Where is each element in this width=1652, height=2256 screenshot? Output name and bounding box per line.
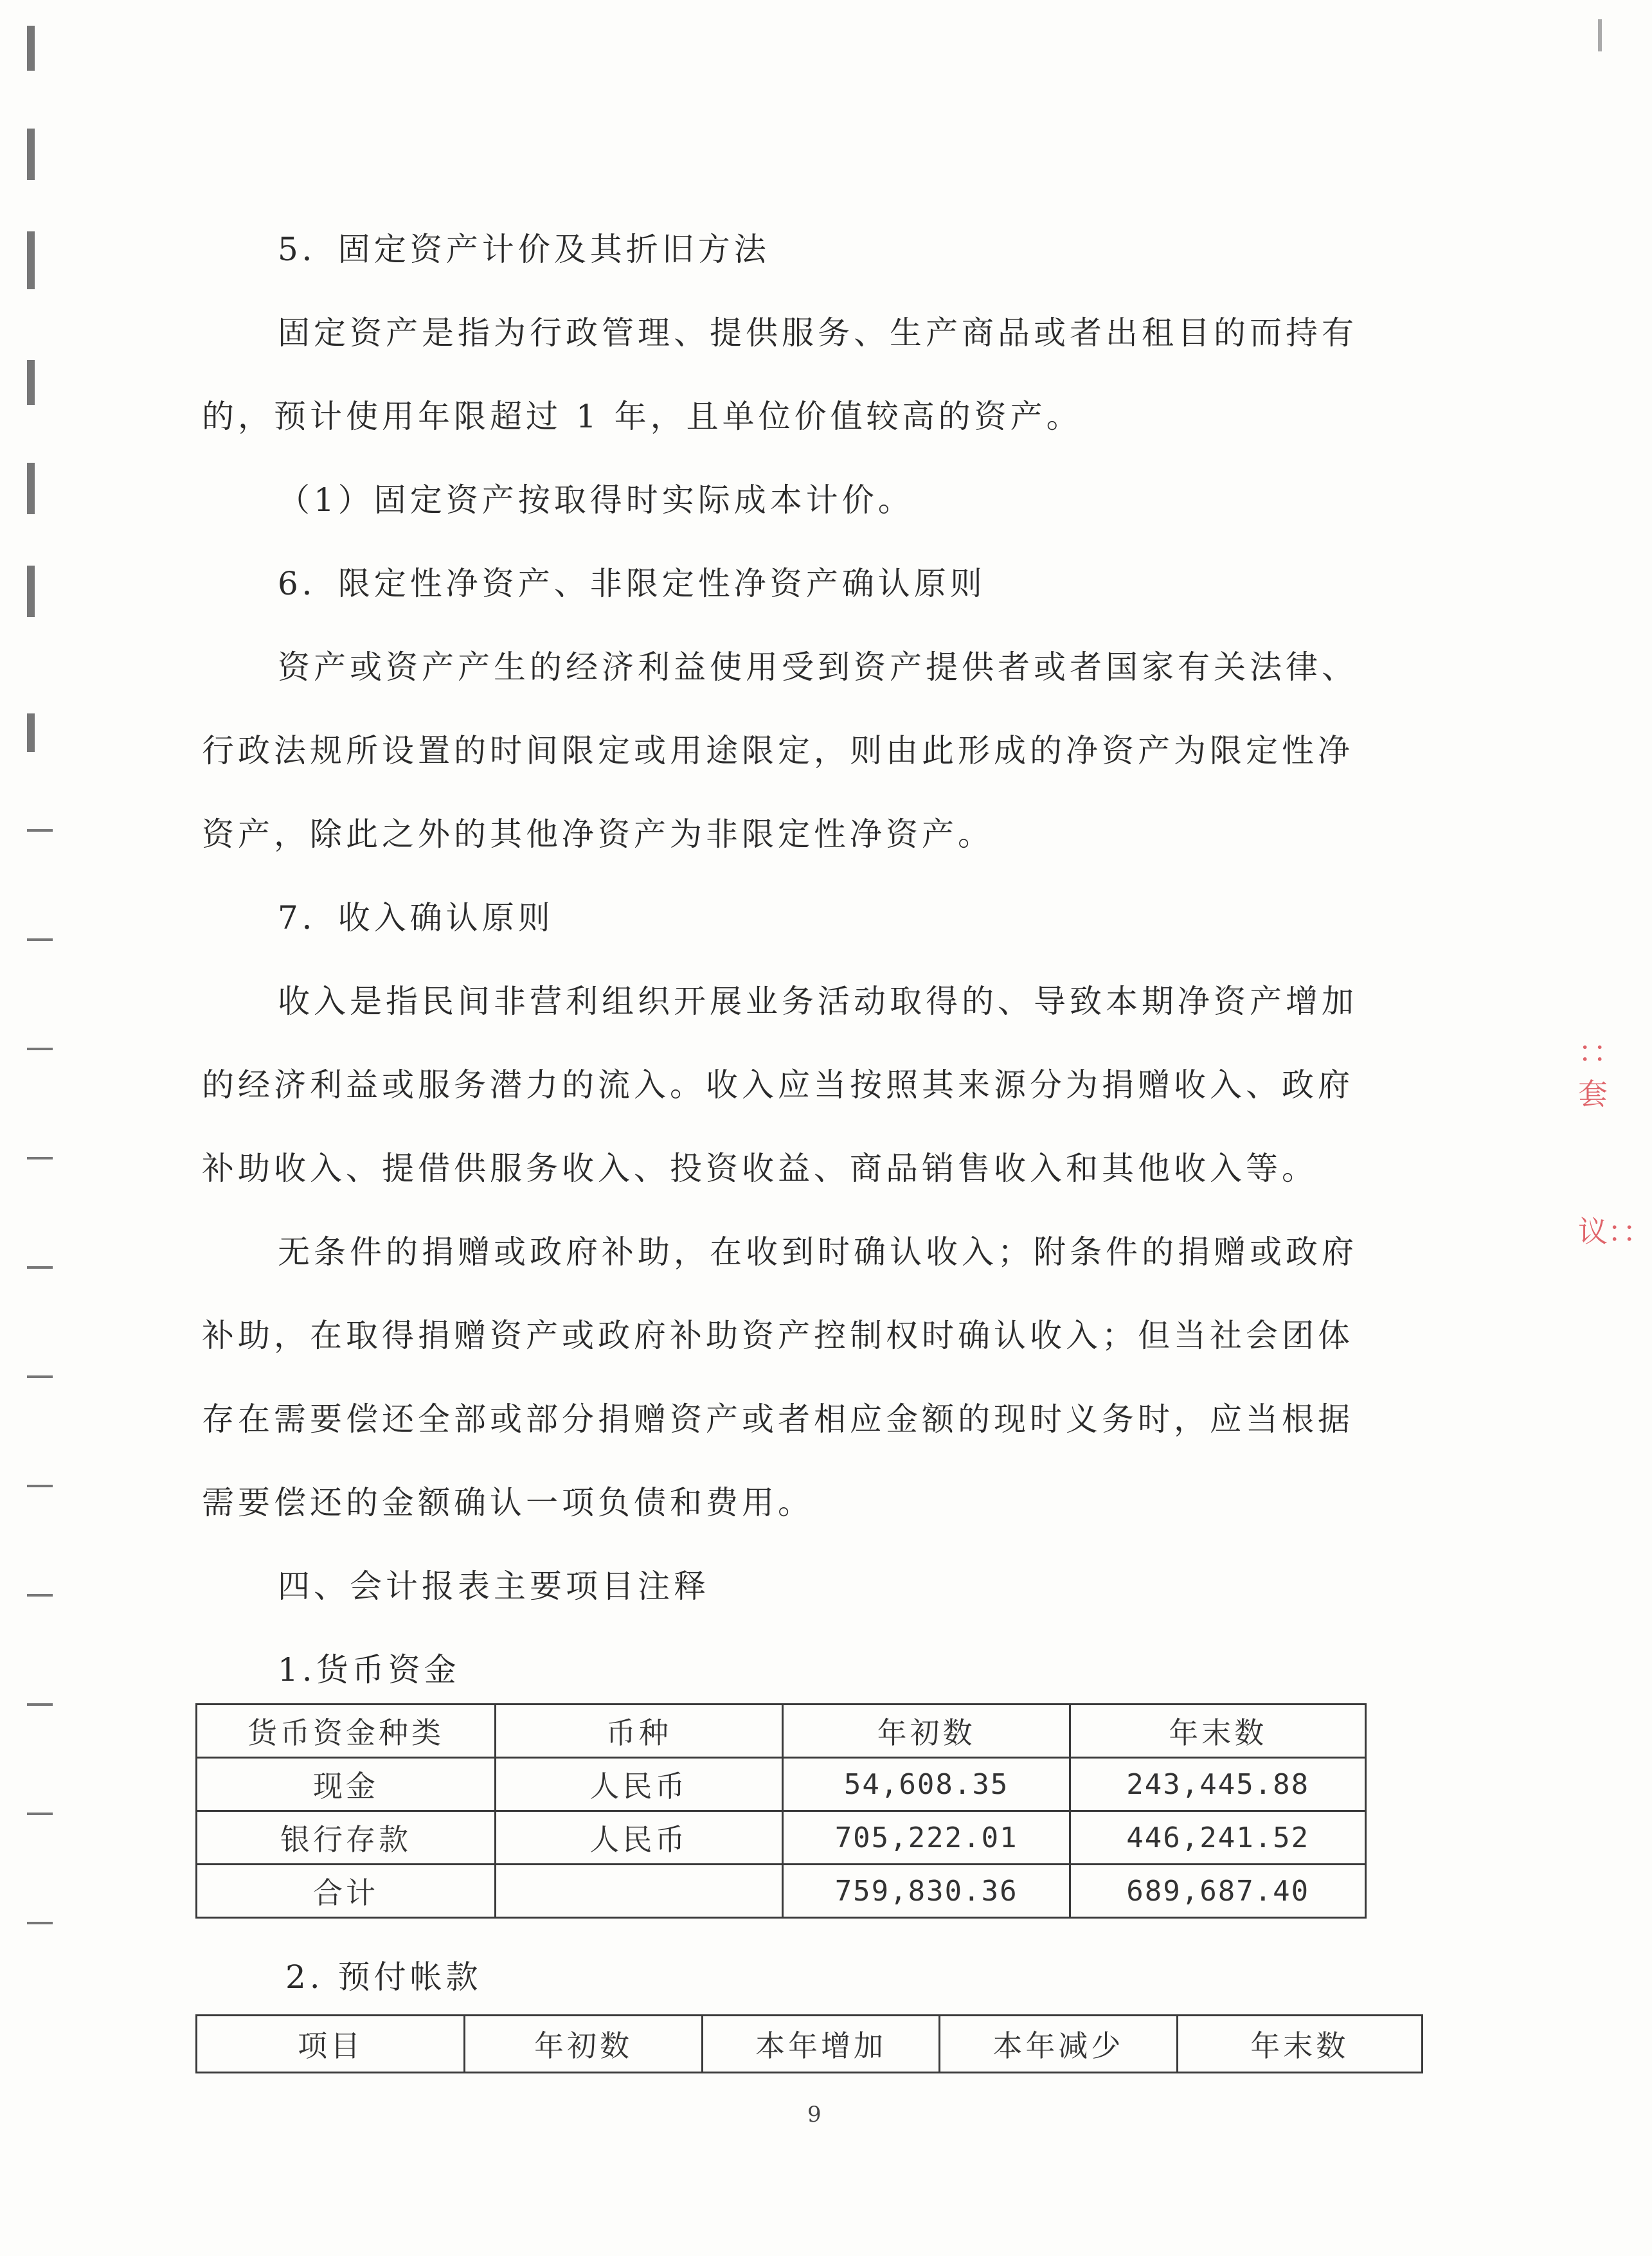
table-cell: 现金 <box>197 1758 496 1811</box>
table-header-cell: 币种 <box>495 1705 782 1758</box>
binding-mark <box>27 360 35 405</box>
paragraph-line: 无条件的捐赠或政府补助，在收到时确认收入；附条件的捐赠或政府 <box>278 1233 1358 1271</box>
table-header-row <box>197 2016 1423 2073</box>
prepayment-table <box>195 2014 1423 2073</box>
table-header-cell: 年初数 <box>782 1705 1070 1758</box>
binding-mark <box>27 1157 53 1159</box>
binding-mark <box>27 1485 53 1487</box>
section-heading: 6．限定性净资产、非限定性净资产确认原则 <box>278 565 986 602</box>
table-header-cell: 本年减少 <box>940 2016 1177 2073</box>
paragraph-line: 资产或资产产生的经济利益使用受到资产提供者或者国家有关法律、 <box>278 649 1358 686</box>
paragraph-line: 行政法规所设置的时间限定或用途限定，则由此形成的净资产为限定性净 <box>202 732 1354 769</box>
cash-table <box>195 1703 1367 1919</box>
binding-mark <box>27 1594 53 1597</box>
table-header-cell: 年初数 <box>465 2016 702 2073</box>
table-cell: 银行存款 <box>197 1811 496 1865</box>
table-cell: 705,222.01 <box>782 1811 1070 1865</box>
table-header-cell: 年末数 <box>1070 1705 1366 1758</box>
binding-mark <box>1598 19 1602 51</box>
paragraph-line: 固定资产是指为行政管理、提供服务、生产商品或者出租目的而持有 <box>278 314 1358 352</box>
binding-mark <box>27 1922 53 1924</box>
table-cell: 54,608.35 <box>782 1758 1070 1811</box>
subsection-heading: 2. 预付帐款 <box>285 1958 482 1996</box>
table-cell: 689,687.40 <box>1070 1865 1366 1918</box>
binding-mark <box>27 1266 53 1269</box>
table-header-cell: 项目 <box>197 2016 465 2073</box>
binding-mark <box>27 129 35 180</box>
binding-mark <box>27 566 35 617</box>
seal-fragment: ：：套 <box>1578 1034 1622 1111</box>
seal-fragment: 议：： <box>1578 1214 1652 1249</box>
paragraph-line: 补助收入、提借供服务收入、投资收益、商品销售收入和其他收入等。 <box>202 1150 1318 1187</box>
section-heading: 5．固定资产计价及其折旧方法 <box>278 231 770 268</box>
paragraph-line: 存在需要偿还全部或部分捐赠资产或者相应金额的现时义务时，应当根据 <box>202 1401 1354 1438</box>
section-heading: 四、会计报表主要项目注释 <box>278 1568 710 1605</box>
binding-mark <box>27 1375 53 1378</box>
page-number: 9 <box>807 2102 822 2127</box>
binding-mark <box>27 1048 53 1050</box>
paragraph-line: （1）固定资产按取得时实际成本计价。 <box>278 481 914 519</box>
table-cell: 合计 <box>197 1865 496 1918</box>
table-cell: 人民币 <box>495 1811 782 1865</box>
table-cell: 759,830.36 <box>782 1865 1070 1918</box>
binding-mark <box>27 829 53 832</box>
table-cell: 243,445.88 <box>1070 1758 1366 1811</box>
paragraph-line: 收入是指民间非营利组织开展业务活动取得的、导致本期净资产增加 <box>278 983 1358 1020</box>
table-cell: 446,241.52 <box>1070 1811 1366 1865</box>
subsection-heading: 1.货币资金 <box>278 1651 460 1688</box>
binding-mark <box>27 713 35 752</box>
binding-mark <box>27 1813 53 1815</box>
binding-mark <box>27 463 35 514</box>
table-row <box>197 1865 1366 1918</box>
table-row <box>197 1758 1366 1811</box>
section-heading: 7．收入确认原则 <box>278 899 554 936</box>
table-header-row <box>197 1705 1366 1758</box>
table-cell: 人民币 <box>495 1758 782 1811</box>
binding-mark <box>27 1703 53 1706</box>
binding-mark <box>27 231 35 289</box>
paragraph-line: 的，预计使用年限超过 1 年，且单位价值较高的资产。 <box>202 398 1082 435</box>
table-row <box>197 1811 1366 1865</box>
paragraph-line: 的经济利益或服务潜力的流入。收入应当按照其来源分为捐赠收入、政府 <box>202 1066 1354 1104</box>
table-header-cell: 货币资金种类 <box>197 1705 496 1758</box>
paragraph-line: 补助，在取得捐赠资产或政府补助资产控制权时确认收入；但当社会团体 <box>202 1317 1354 1354</box>
table-header-cell: 年末数 <box>1177 2016 1422 2073</box>
table-header-cell: 本年增加 <box>702 2016 939 2073</box>
paragraph-line: 需要偿还的金额确认一项负债和费用。 <box>202 1484 814 1521</box>
paragraph-line: 资产，除此之外的其他净资产为非限定性净资产。 <box>202 816 994 853</box>
table-cell <box>495 1865 782 1918</box>
binding-mark <box>27 26 35 71</box>
binding-mark <box>27 938 53 941</box>
